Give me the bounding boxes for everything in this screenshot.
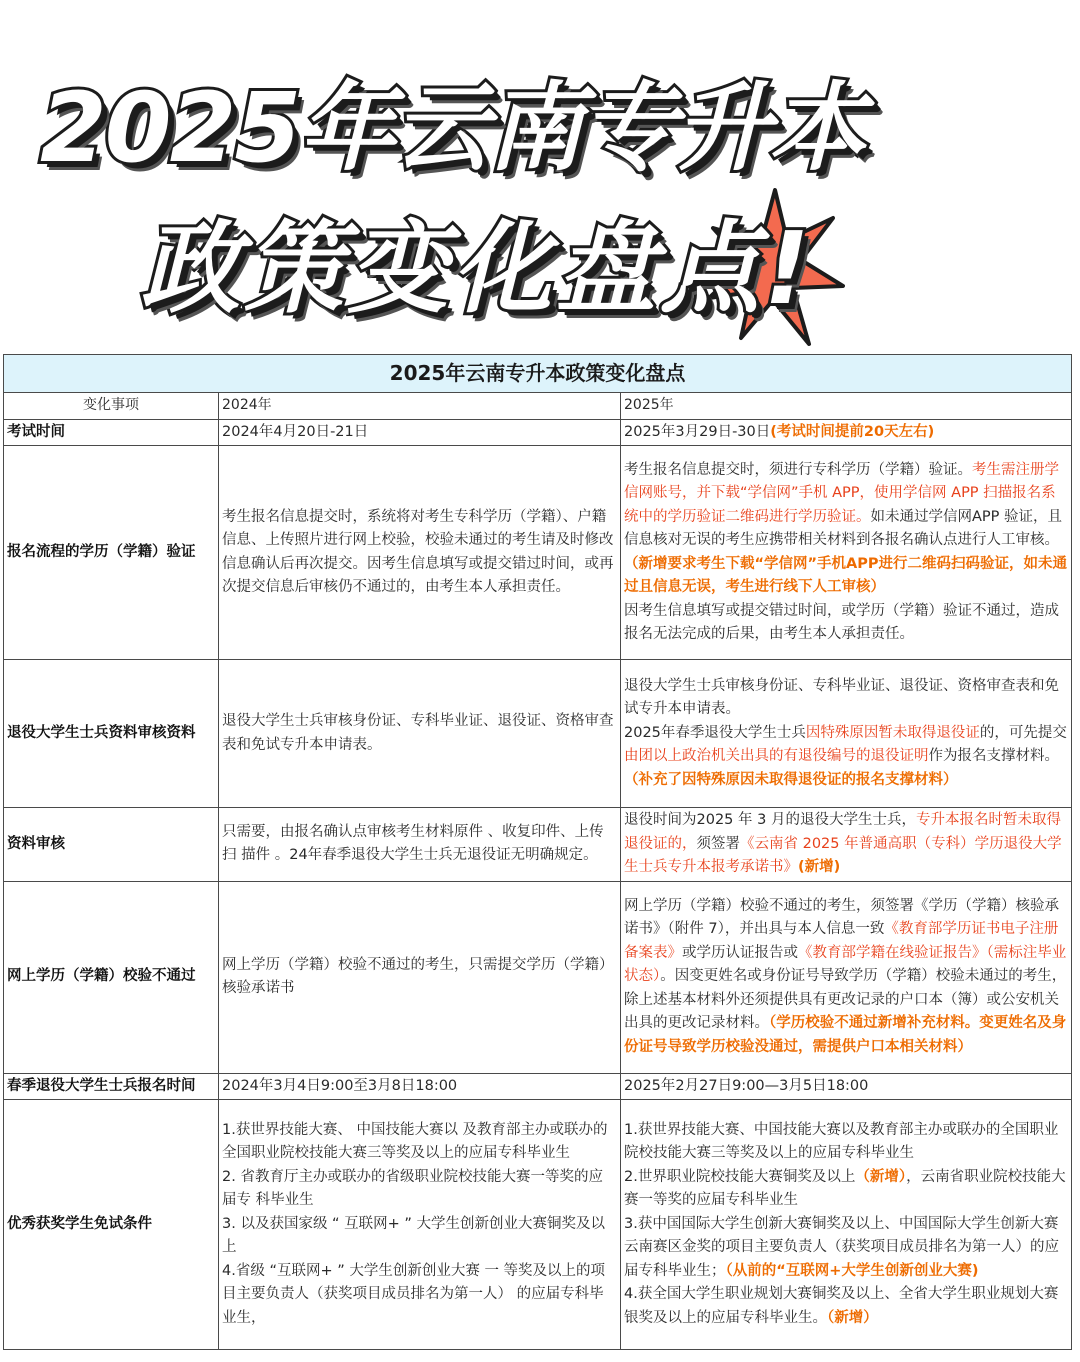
cell-text: 2025年春季退役大学生士兵: [624, 724, 806, 741]
highlight-red: 《教育部学历证书电子注册备案表》: [624, 921, 1059, 961]
cell-text: 退役时间为2025 年 3 月的退役大学生士兵，: [624, 812, 916, 828]
highlight-note: (考试时间提前20天左右): [770, 423, 935, 440]
cell-text: 网上学历（学籍）校验不通过的考生，须签署《学历（学籍）核验承诺书》（附件 7），并出具与本人信息一致: [624, 897, 1059, 938]
row-item-online: 网上学历（学籍）校验不通过: [4, 881, 219, 1073]
cell-text: 4.省级 “互联网+ ” 大学生创新创业大赛 一 等奖及以上的项目主要负责人（获奖项目成员排名为第一人） 的应届专科毕业生，: [222, 1262, 606, 1326]
cell-2025: 2025年2月27日9:00—3月5日18:00: [621, 1073, 1072, 1100]
cell-text: 考生报名信息提交时，须进行专科学历（学籍）验证。: [624, 461, 972, 478]
highlight-red: 因特殊原因暂未取得退役证: [805, 724, 980, 741]
policy-table: [3, 354, 1072, 1350]
cell-text: 的，可先提交: [979, 724, 1067, 741]
cell-text: 3. 以及获国家级 “ 互联网+ ” 大学生创新创业大赛铜奖及以上: [222, 1215, 606, 1256]
cell-text: 1.获世界技能大赛、 中国技能大赛以 及教育部主办或联办的全国职业院校技能大赛三等奖及以上的应届专科毕业生: [222, 1121, 608, 1162]
highlight-red: 《教育部学籍在线验证报告》（需标注毕业状态）: [624, 944, 1067, 985]
cell-text: 如未通过学信网APP 验证，且信息核对无误的考生应携带相关材料到各报名确认点进行人工审核。: [624, 508, 1063, 548]
row-item-veteran: 退役大学生士兵资料审核资料: [4, 660, 219, 808]
hero-title-line1: 2025年云南专升本: [40, 72, 864, 184]
row-item-verify: 报名流程的学历（学籍）验证: [4, 446, 219, 660]
table-row: [4, 1100, 1072, 1350]
cell-2024: 考生报名信息提交时，系统将对考生专科学历（学籍）、户籍信息、上传照片进行网上校验，校验未通过的考生请及时修改信息确认后再次提交。因考生信息填写或提交错过时间，或再次提交信息后审核仍不通过的，由考生本人承担责任。: [219, 446, 621, 660]
cell-text: 退役大学生士兵审核身份证、专科毕业证、退役证、资格审查: [222, 713, 614, 729]
cell-text: 或学历认证报告或: [682, 944, 798, 961]
cell-text: 2. 省教育厅主办或联办的省级职业院校技能大赛一等奖的应届专 科毕业生: [222, 1168, 603, 1209]
highlight-note: （新增）: [827, 1309, 878, 1326]
hero-banner: [0, 0, 1080, 352]
cell-text: 表和免试专升本申请表。: [222, 736, 382, 753]
table-row: [4, 1073, 1072, 1100]
highlight-note: （新增）: [855, 1168, 907, 1185]
cell-2025: [621, 660, 1072, 808]
highlight-note: （从前的“互联网+大学生创新创业大赛): [725, 1262, 979, 1279]
cell-2025: [621, 446, 1072, 660]
table-row: [4, 808, 1072, 882]
cell-text: 因考生信息填写或提交错过时间，或学历（学籍）验证不通过，造成报名无法完成的后果，由考生本人承担责任。: [624, 602, 1059, 642]
cell-text: ，云南省职业院校技能大赛一等奖的应届专科毕业生: [624, 1168, 1066, 1209]
row-item-spring: 春季退役大学生士兵报名时间: [4, 1073, 219, 1100]
cell-text: 3.获中国国际大学生创新大赛铜奖及以上、中国国际大学生创新大赛云南赛区金奖的项目主要负责人（获奖项目成员排名为第一人）的应届专科毕业生；: [624, 1215, 1059, 1279]
cell-text: 2.世界职业院校技能大赛铜奖及以上: [624, 1168, 856, 1185]
highlight-red: 由团以上政治机关出具的有退役编号的退役证明: [624, 748, 929, 765]
cell-line: [624, 1166, 1068, 1213]
cell-2025: [621, 1100, 1072, 1350]
cell-2024: [219, 660, 621, 808]
cell-text: 须签署: [696, 835, 740, 852]
table-header-row: [4, 393, 1072, 420]
highlight-note: (新增): [798, 859, 841, 875]
cell-text: 退役大学生士兵审核身份证、专科毕业证、退役证、资格审查表和免试专升本申请表。: [624, 677, 1059, 718]
cell-2025: [621, 808, 1072, 882]
table-row: [4, 446, 1072, 660]
cell-line: [624, 1213, 1068, 1284]
highlight-red: 《云南省 2025 年普通高职（专科）学历退役大学生士兵专升本报考承诺书》: [624, 835, 1062, 875]
highlight-note: （学历校验不通过新增补充材料。变更姓名及身份证号导致学历校验没通过，需提供户口本相关材料）: [624, 1015, 1067, 1055]
cell-text: 。因变更姓名或身份证号导致学历（学籍）校验未通过的考生，除上述基本材料外还须提供具有更改记录的户口本（簿）或公安机关出具的更改记录材料。: [624, 968, 1067, 1032]
header-2024: 2024年: [219, 393, 621, 420]
cell-2024: 2024年3月4日9:00至3月8日18:00: [219, 1073, 621, 1100]
highlight-note: （补充了因特殊原因未取得退役证的报名支撑材料）: [624, 771, 958, 788]
cell-text: 2025年3月29日-30日: [624, 423, 771, 440]
highlight-red: 考生需注册学信网账号，并下载“学信网”手机 APP，使用学信网 APP 扫描报名系统中的学历验证二维码进行学历验证。: [624, 461, 1059, 525]
table-row: [4, 881, 1072, 1073]
cell-2025: [621, 881, 1072, 1073]
row-item-exam-time: 考试时间: [4, 419, 219, 446]
cell-text: 作为报名支撑材料。: [928, 748, 1059, 765]
header-item: 变化事项: [4, 393, 219, 420]
hero-title-line2: 政策变化盘点!: [140, 210, 814, 327]
row-item-award: 优秀获奖学生免试条件: [4, 1100, 219, 1350]
cell-2024: 2024年4月20日-21日: [219, 419, 621, 446]
cell-2024: 只需要，由报名确认点审核考生材料原件 、收复印件、上传扫 描件 。24年春季退役大学生士兵无退役证无明确规定。: [219, 808, 621, 882]
highlight-red: 专升本报名时暂未取得退役证的，: [624, 812, 1061, 852]
cell-line: [624, 1283, 1068, 1330]
cell-text: 1.获世界技能大赛、中国技能大赛以及教育部主办或联办的全国职业院校技能大赛三等奖及以上的应届专科毕业生: [624, 1121, 1059, 1162]
cell-2024: [219, 1100, 621, 1350]
highlight-note: （新增要求考生下载“学信网”手机APP进行二维码扫码验证，如未通过且信息无误，考生进行线下人工审核）: [624, 555, 1068, 595]
row-item-review: 资料审核: [4, 808, 219, 882]
cell-2024: 网上学历（学籍）校验不通过的考生，只需提交学历（学籍）核验承诺书: [219, 881, 621, 1073]
cell-2025: [621, 419, 1072, 446]
table-row: [4, 660, 1072, 808]
table-title: 2025年云南专升本政策变化盘点: [4, 355, 1072, 393]
header-2025: 2025年: [621, 393, 1072, 420]
table-row: [4, 419, 1072, 446]
cell-text: 4.获全国大学生职业规划大赛铜奖及以上、全省大学生职业规划大赛银奖及以上的应届专科毕业生。: [624, 1286, 1059, 1326]
